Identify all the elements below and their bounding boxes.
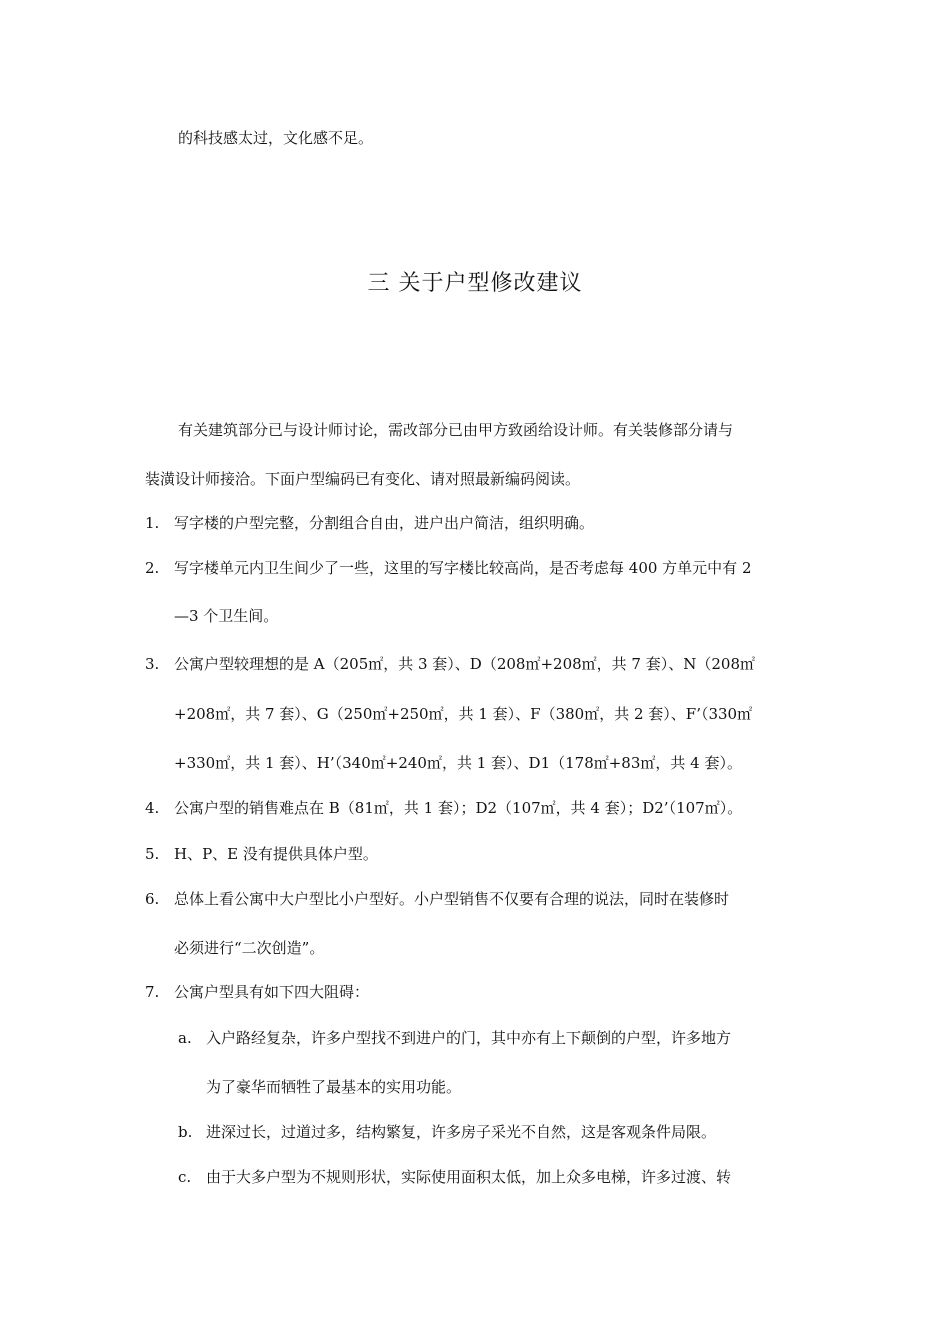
list-number: 7. [145, 983, 160, 1001]
list-number: 5. [145, 845, 160, 863]
sublist-letter: a. [178, 1029, 192, 1047]
list-number: 4. [145, 799, 160, 817]
list-item-line: 总体上看公寓中大户型比小户型好。小户型销售不仅要有合理的说法，同时在装修时 [174, 890, 730, 908]
paragraph-line: 装潢设计师接洽。下面户型编码已有变化、请对照最新编码阅读。 [145, 470, 581, 488]
section-title: 三 关于户型修改建议 [367, 271, 583, 296]
sublist-item-line: 为了豪华而牺牲了最基本的实用功能。 [206, 1078, 462, 1096]
paragraph-line: 有关建筑部分已与设计师讨论，需改部分已由甲方致函给设计师。有关装修部分请与 [178, 421, 734, 439]
sublist-item-line: 入户路经复杂，许多户型找不到进户的门，其中亦有上下颠倒的户型，许多地方 [206, 1029, 732, 1047]
list-item-line: 公寓户型具有如下四大阻碍： [174, 983, 370, 1001]
list-item-line: 写字楼的户型完整，分割组合自由，进户出户简洁，组织明确。 [174, 514, 595, 532]
list-number: 6. [145, 890, 160, 908]
list-number: 2. [145, 559, 160, 577]
intro-tail-text: 的科技感太过，文化感不足。 [178, 129, 374, 147]
list-item-line: +208㎡，共 7 套）、G（250㎡+250㎡，共 1 套）、F（380㎡，共 2 套）、F’（330㎡ [174, 705, 753, 723]
list-item-line: 写字楼单元内卫生间少了一些，这里的写字楼比较高尚，是否考虑每 400 方单元中有 2 [174, 559, 752, 577]
list-item-line: 必须进行“二次创造”。 [174, 939, 325, 957]
list-item-line: 公寓户型较理想的是 A（205㎡，共 3 套）、D（208㎡+208㎡，共 7 套）、N（208㎡ [174, 655, 756, 673]
list-item-line: —3 个卫生间。 [174, 607, 279, 625]
list-number: 1. [145, 514, 160, 532]
list-number: 3. [145, 655, 160, 673]
list-item-line: +330㎡，共 1 套）、H’（340㎡+240㎡，共 1 套）、D1（178㎡+83㎡，共 4 套）。 [174, 754, 742, 772]
sublist-letter: b. [178, 1123, 193, 1141]
list-item-line: H、P、E 没有提供具体户型。 [174, 845, 378, 863]
list-item-line: 公寓户型的销售难点在 B（81㎡，共 1 套）；D2（107㎡，共 4 套）；D2’（107㎡）。 [174, 799, 743, 817]
sublist-item-line: 由于大多户型为不规则形状，实际使用面积太低，加上众多电梯，许多过渡、转 [206, 1168, 732, 1186]
sublist-item-line: 进深过长，过道过多，结构繁复，许多房子采光不自然，这是客观条件局限。 [206, 1123, 717, 1141]
sublist-letter: c. [178, 1168, 192, 1186]
